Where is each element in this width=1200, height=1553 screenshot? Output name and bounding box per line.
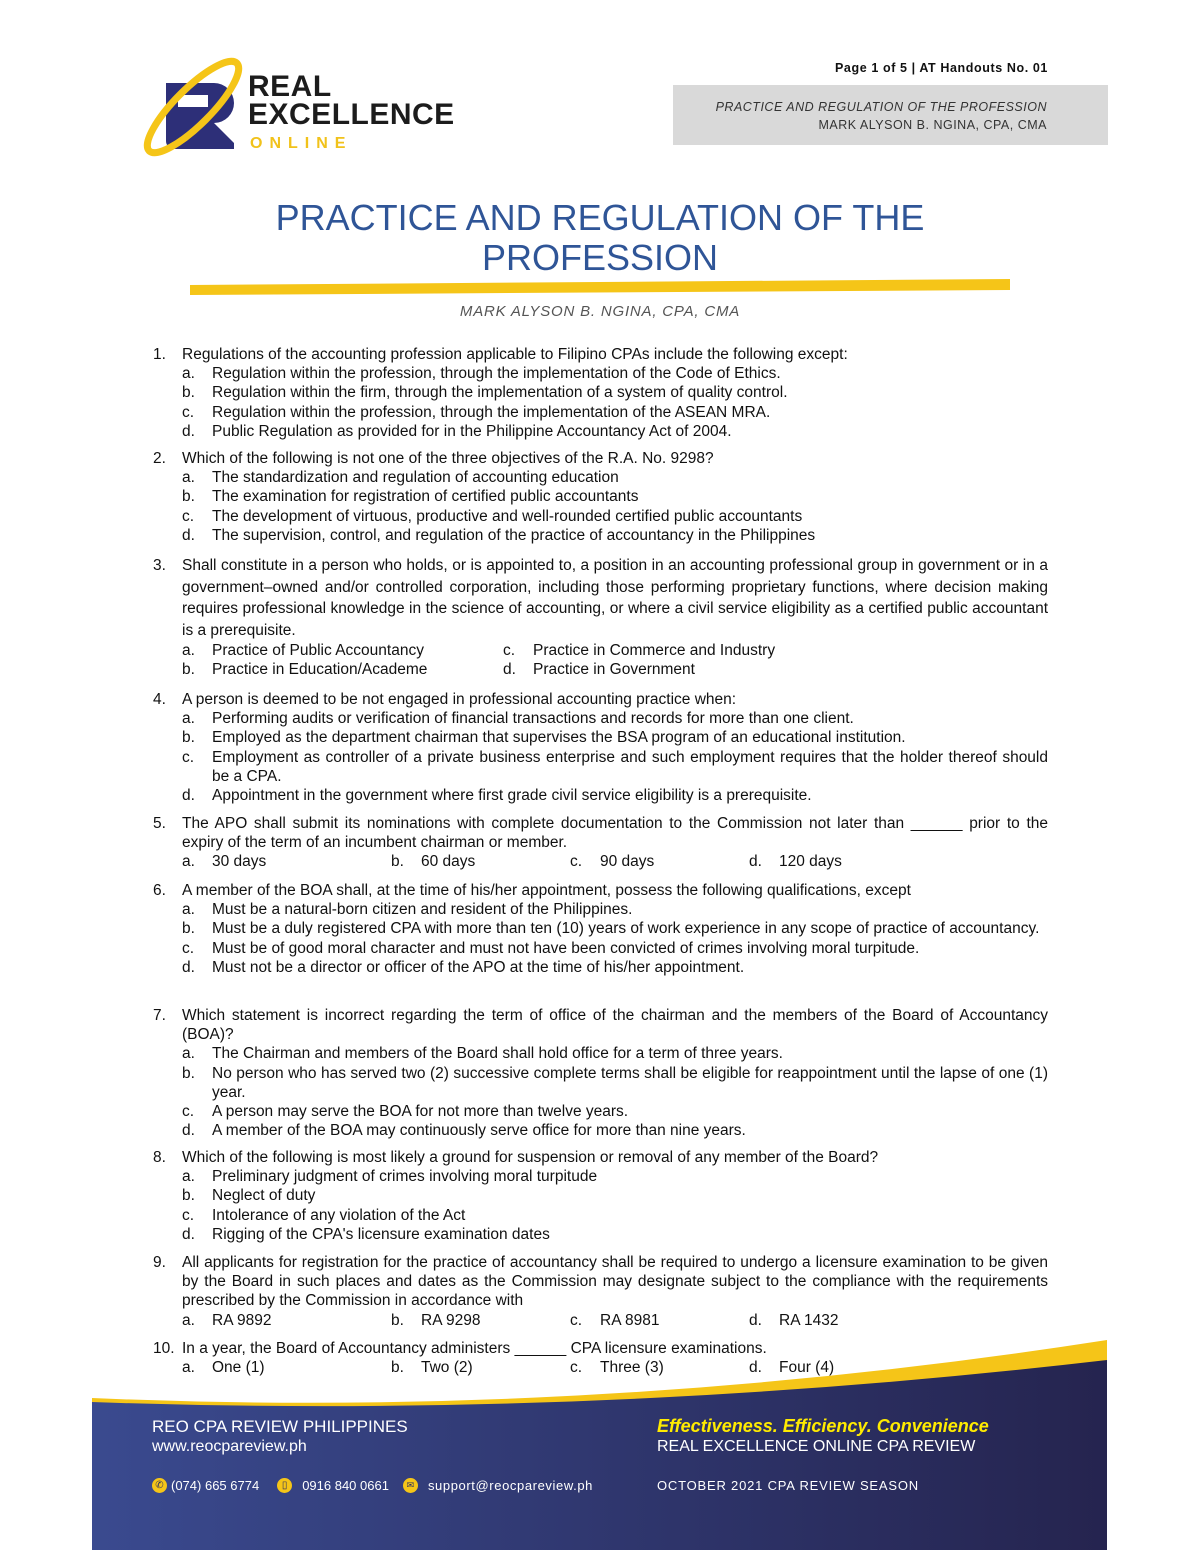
- option-letter: a.: [182, 853, 195, 871]
- option-text: The supervision, control, and regulation of the practice of accountancy in the Philippines: [212, 526, 816, 544]
- option-text: Employment as controller of a private business enterprise and such employment requires that the holder thereof should be a CPA.: [212, 748, 1048, 785]
- option-text: A person may serve the BOA for not more than twelve years.: [212, 1103, 629, 1121]
- option-c: [182, 748, 1048, 786]
- option-d: [503, 660, 803, 679]
- option-letter: c.: [570, 1311, 583, 1329]
- option-b: [182, 487, 1048, 506]
- question-6: [153, 881, 1048, 977]
- options: [182, 852, 1048, 871]
- question-number: 9.: [153, 1254, 166, 1271]
- question-number: 10.: [153, 1340, 175, 1357]
- option-a: [182, 1167, 1048, 1186]
- option-letter: b.: [182, 729, 195, 747]
- title-underline-bar: [188, 277, 1013, 297]
- footer: [92, 1340, 1107, 1550]
- option-letter: a.: [182, 1311, 195, 1329]
- option-letter: d.: [749, 1359, 762, 1377]
- options: [182, 468, 1048, 545]
- option-letter: a.: [182, 1168, 195, 1186]
- option-text: Must be a duly registered CPA with more than ten (10) years of work experience in any scope of practice of accountancy.: [212, 920, 1040, 938]
- option-letter: d.: [182, 1225, 195, 1243]
- option-b: [182, 383, 1048, 402]
- option-text: Must not be a director or officer of the APO at the time of his/her appointment.: [212, 958, 745, 976]
- real-excellence-logo: [138, 55, 488, 160]
- question-9: [153, 1253, 1048, 1330]
- option-a: [182, 852, 391, 871]
- option-text: RA 8981: [600, 1311, 660, 1329]
- question-stem: Regulations of the accounting profession applicable to Filipino CPAs include the following except:: [182, 346, 848, 363]
- option-b: [391, 1311, 570, 1330]
- option-text: 90 days: [600, 853, 655, 871]
- footer-website[interactable]: www.reocpareview.ph: [152, 1438, 307, 1455]
- option-letter: d.: [182, 422, 195, 440]
- option-letter: a.: [182, 901, 195, 919]
- page-title-line-1: PRACTICE AND REGULATION OF THE: [275, 197, 925, 238]
- option-letter: c.: [570, 853, 583, 871]
- question-stem: Which of the following is most likely a ground for suspension or removal of any member of the Board?: [182, 1149, 879, 1166]
- options: [182, 641, 1048, 679]
- question-number: 1.: [153, 346, 166, 363]
- option-b: [182, 660, 503, 679]
- option-letter: b.: [182, 661, 195, 679]
- options: [182, 1044, 1048, 1140]
- option-text: The standardization and regulation of accounting education: [212, 469, 619, 487]
- question-number: 2.: [153, 450, 166, 467]
- question-stem: All applicants for registration for the practice of accountancy shall be required to undergo a licensure examination to be given by the Board in such places and dates as the Commission may designate subject to the compliance with the requirements prescribed by the Commission in accordance with: [182, 1254, 1048, 1310]
- option-d: [749, 1311, 928, 1330]
- option-a: [182, 1044, 1048, 1063]
- option-text: Public Regulation as provided for in the Philippine Accountancy Act of 2004.: [212, 422, 732, 440]
- option-letter: c.: [503, 642, 516, 659]
- question-stem: The APO shall submit its nominations with complete documentation to the Commission not later than ______ prior to the expiry of the term of an incumbent chairman or member.: [182, 815, 1048, 852]
- logo-mark-icon: [138, 55, 248, 160]
- question-stem: Shall constitute in a person who holds, or is appointed to, a position in an accounting professional group in government or in a government–owned and/or controlled corporation, including those performing proprietary functions, where decision making requires professional knowledge in the science of accounting, or where a civil service eligibility as a certified public accountant is a prerequisite.: [182, 557, 1048, 639]
- option-text: Intolerance of any violation of the Act: [212, 1206, 466, 1224]
- footer-tagline: Effectiveness. Efficiency. Convenience: [657, 1416, 989, 1436]
- option-text: Regulation within the profession, through the implementation of the ASEAN MRA.: [212, 403, 771, 421]
- option-letter: c.: [182, 507, 195, 525]
- option-letter: b.: [182, 1187, 195, 1205]
- option-letter: a.: [182, 1045, 195, 1063]
- option-letter: d.: [503, 661, 516, 679]
- option-text: No person who has served two (2) successive complete terms shall be eligible for reappointment until the lapse of one (1) year.: [212, 1064, 1048, 1101]
- option-text: Two (2): [421, 1359, 473, 1377]
- option-a: [182, 1311, 391, 1330]
- option-c: [503, 641, 803, 660]
- question-stem: Which statement is incorrect regarding the term of office of the chairman and the members of the Board of Accountancy (BOA)?: [182, 1007, 1048, 1044]
- phone-icon: ✆: [152, 1478, 167, 1493]
- option-letter: d.: [749, 853, 762, 871]
- option-text: Employed as the department chairman that supervises the BSA program of an educational institution.: [212, 729, 906, 747]
- option-b: [182, 1186, 1048, 1205]
- option-letter: b.: [182, 920, 195, 938]
- option-text: The development of virtuous, productive and well-rounded certified public accountants: [212, 507, 803, 525]
- option-d: [182, 1121, 1048, 1140]
- question-number: 3.: [153, 557, 166, 574]
- option-a: [182, 641, 503, 660]
- option-text: Practice in Commerce and Industry: [533, 642, 776, 659]
- question-7: [153, 1006, 1048, 1140]
- option-text: RA 9298: [421, 1311, 481, 1329]
- question-number: 8.: [153, 1149, 166, 1166]
- question-3: [153, 555, 1048, 679]
- option-text: Practice of Public Accountancy: [212, 642, 424, 659]
- question-1: [153, 345, 1048, 441]
- question-number: 4.: [153, 691, 166, 708]
- option-b: [182, 919, 1048, 938]
- option-letter: d.: [182, 1122, 195, 1140]
- option-c: [182, 507, 1048, 526]
- option-text: Practice in Government: [533, 661, 695, 679]
- option-letter: a.: [182, 469, 195, 487]
- option-c: [570, 852, 749, 871]
- option-text: 120 days: [779, 853, 842, 871]
- option-text: Must be of good moral character and must not have been convicted of crimes involving moral turpitude.: [212, 939, 920, 957]
- option-text: Rigging of the CPA's licensure examination dates: [212, 1225, 550, 1243]
- option-letter: b.: [391, 853, 404, 871]
- option-d: [182, 786, 1048, 805]
- footer-season: OCTOBER 2021 CPA REVIEW SEASON: [657, 1478, 919, 1493]
- option-letter: d.: [182, 526, 195, 544]
- option-d: [182, 958, 1048, 977]
- option-letter: a.: [182, 1359, 195, 1377]
- email-icon: ✉: [403, 1478, 418, 1493]
- option-letter: c.: [570, 1359, 583, 1377]
- options: [182, 900, 1048, 977]
- option-text: Performing audits or verification of financial transactions and records for more than one client.: [212, 710, 854, 728]
- option-text: RA 9892: [212, 1311, 272, 1329]
- option-letter: b.: [182, 1064, 195, 1082]
- options: [182, 709, 1048, 805]
- option-c: [182, 403, 1048, 422]
- page-title-line-2: PROFESSION: [481, 237, 719, 278]
- option-text: RA 1432: [779, 1311, 839, 1329]
- option-letter: c.: [182, 1103, 195, 1121]
- option-text: Three (3): [600, 1359, 664, 1377]
- option-text: The Chairman and members of the Board shall hold office for a term of three years.: [212, 1045, 783, 1063]
- option-letter: b.: [391, 1311, 404, 1329]
- header-box-author: MARK ALYSON B. NGINA, CPA, CMA: [818, 118, 1047, 132]
- question-stem: A member of the BOA shall, at the time of his/her appointment, possess the following qualifications, except: [182, 882, 911, 899]
- option-letter: c.: [182, 1206, 195, 1224]
- option-d: [182, 422, 1048, 441]
- option-c: [182, 1206, 1048, 1225]
- options: [182, 1167, 1048, 1244]
- option-text: Appointment in the government where first grade civil service eligibility is a prerequisite.: [212, 787, 812, 805]
- option-letter: d.: [182, 787, 195, 805]
- option-a: [182, 709, 1048, 728]
- logo-line-1: REAL: [248, 70, 332, 103]
- option-text: Neglect of duty: [212, 1187, 316, 1205]
- option-letter: d.: [182, 958, 195, 976]
- mobile-icon: ▯: [277, 1478, 292, 1493]
- option-letter: a.: [182, 710, 195, 728]
- question-5: [153, 814, 1048, 872]
- option-text: One (1): [212, 1359, 265, 1377]
- question-stem: In a year, the Board of Accountancy administers ______ CPA licensure examinations.: [182, 1340, 767, 1357]
- option-letter: a.: [182, 642, 195, 659]
- option-letter: a.: [182, 365, 195, 383]
- question-stem: Which of the following is not one of the three objectives of the R.A. No. 9298?: [182, 450, 714, 467]
- question-number: 6.: [153, 882, 166, 899]
- header-box: [673, 85, 1108, 145]
- footer-org: REO CPA REVIEW PHILIPPINES: [152, 1417, 408, 1436]
- option-text: 30 days: [212, 853, 267, 871]
- page-title: [0, 198, 1200, 278]
- option-c: [182, 1102, 1048, 1121]
- footer-phone: (074) 665 6774: [171, 1478, 260, 1493]
- option-c: [182, 939, 1048, 958]
- question-number: 5.: [153, 815, 166, 832]
- options: [182, 364, 1048, 441]
- option-text: Regulation within the profession, through the implementation of the Code of Ethics.: [212, 365, 781, 383]
- option-letter: b.: [182, 488, 195, 506]
- option-letter: b.: [391, 1359, 404, 1377]
- option-letter: c.: [182, 403, 195, 421]
- option-text: Regulation within the firm, through the implementation of a system of quality control.: [212, 384, 788, 402]
- option-letter: b.: [182, 384, 195, 402]
- option-letter: c.: [182, 939, 195, 957]
- option-d: [182, 526, 1048, 545]
- option-a: [182, 364, 1048, 383]
- option-text: Practice in Education/Academe: [212, 661, 428, 679]
- option-text: Four (4): [779, 1359, 835, 1377]
- option-text: Preliminary judgment of crimes involving moral turpitude: [212, 1168, 598, 1186]
- logo-line-2: EXCELLENCE: [248, 98, 455, 131]
- logo-line-3: ONLINE: [250, 135, 353, 152]
- options: [182, 1311, 1048, 1330]
- option-letter: c.: [182, 748, 195, 766]
- footer-program: REAL EXCELLENCE ONLINE CPA REVIEW: [657, 1438, 976, 1455]
- question-4: [153, 690, 1048, 805]
- option-a: [182, 900, 1048, 919]
- question-number: 7.: [153, 1007, 166, 1024]
- question-8: [153, 1148, 1048, 1244]
- page-info: Page 1 of 5 | AT Handouts No. 01: [834, 61, 1048, 75]
- option-b: [182, 728, 1048, 747]
- option-text: 60 days: [421, 853, 476, 871]
- option-b: [182, 1064, 1048, 1102]
- option-a: [182, 468, 1048, 487]
- option-text: A member of the BOA may continuously serve office for more than nine years.: [212, 1122, 746, 1140]
- footer-email[interactable]: support@reocpareview.ph: [427, 1478, 593, 1493]
- question-2: [153, 449, 1048, 545]
- option-d: [182, 1225, 1048, 1244]
- author-name: MARK ALYSON B. NGINA, CPA, CMA: [459, 303, 741, 320]
- option-b: [391, 852, 570, 871]
- option-letter: d.: [749, 1311, 762, 1329]
- option-text: Must be a natural-born citizen and resident of the Philippines.: [212, 901, 633, 919]
- question-stem: A person is deemed to be not engaged in professional accounting practice when:: [182, 691, 737, 708]
- option-c: [570, 1311, 749, 1330]
- option-text: The examination for registration of certified public accountants: [212, 488, 639, 506]
- footer-mobile: 0916 840 0661: [302, 1478, 389, 1493]
- option-d: [749, 852, 928, 871]
- header-box-title: PRACTICE AND REGULATION OF THE PROFESSION: [715, 100, 1047, 114]
